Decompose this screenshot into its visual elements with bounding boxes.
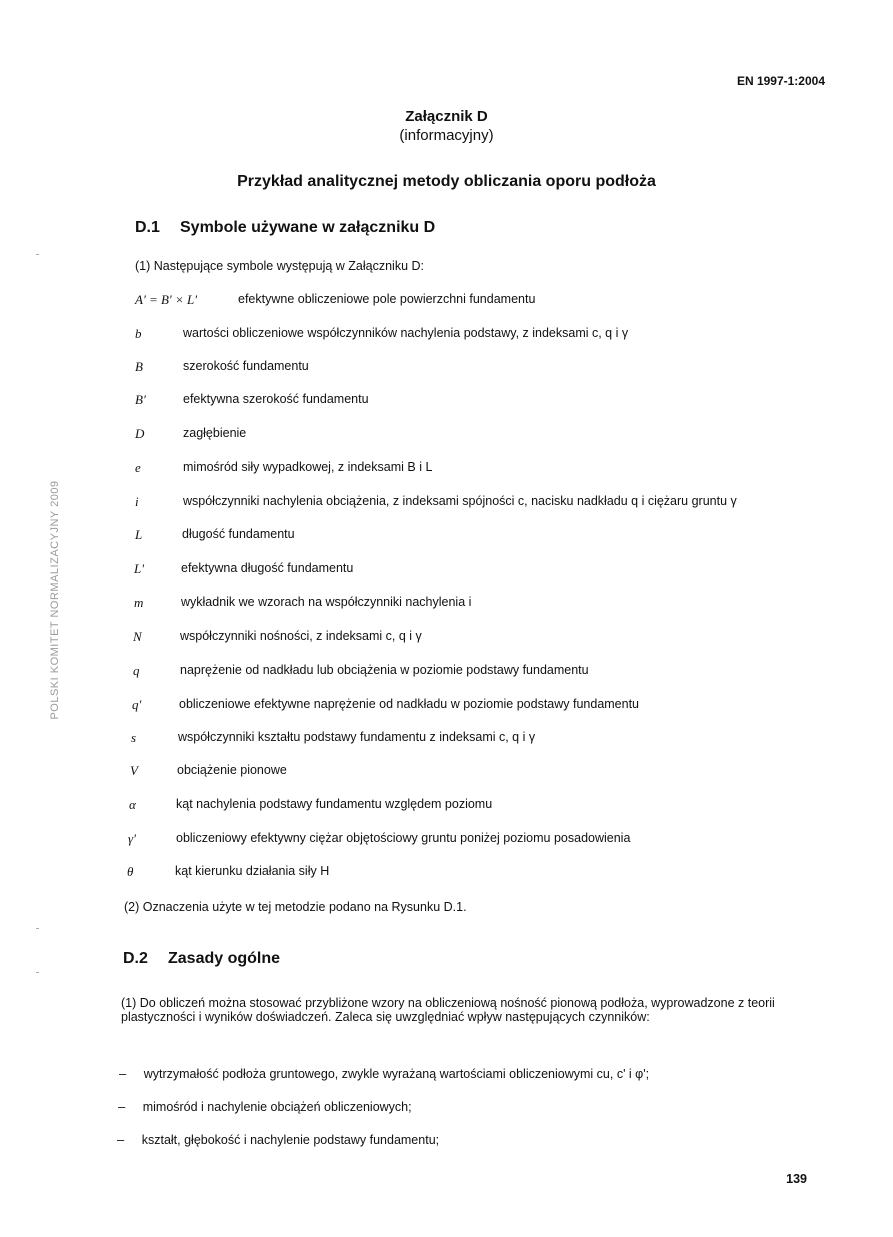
symbol-definition: mimośród siły wypadkowej, z indeksami B i L [183, 460, 433, 474]
symbol: L [135, 527, 143, 542]
symbol-row [134, 595, 834, 611]
symbol: q' [132, 697, 142, 712]
symbol: m [134, 595, 144, 610]
symbol: N [133, 629, 142, 644]
symbol-definition: wartości obliczeniowe współczynników nachylenia podstawy, z indeksami c, q i γ [183, 326, 629, 340]
list-item-text: wytrzymałość podłoża gruntowego, zwykle wyrażaną wartościami obliczeniowymi cu, c' i φ'; [143, 1067, 650, 1081]
list-item [118, 1099, 412, 1114]
main-title: Przykład analitycznej metody obliczania oporu podłoża [237, 173, 656, 190]
symbol-row [129, 797, 829, 813]
section-title: Symbole używane w załączniku D [180, 219, 436, 236]
margin-mark [36, 254, 39, 255]
symbol: D [135, 426, 145, 441]
symbol: V [130, 763, 138, 778]
dash-bullet: – [117, 1132, 125, 1147]
symbol-definition: obliczeniowe efektywne naprężenie od nadkładu w poziomie podstawy fundamentu [179, 697, 640, 711]
section-heading-d2 [123, 950, 280, 968]
symbol-definition: naprężenie od nadkładu lub obciążenia w poziomie podstawy fundamentu [180, 663, 589, 677]
symbol-definition: obliczeniowy efektywny ciężar objętościowy gruntu poniżej poziomu posadowienia [176, 831, 631, 845]
symbol-row [135, 494, 835, 510]
annex-title: Załącznik D [405, 108, 488, 125]
section-title: Zasady ogólne [168, 950, 281, 967]
symbol-row [133, 629, 833, 645]
symbol-definition: współczynniki kształtu podstawy fundamentu z indeksami c, q i γ [178, 730, 536, 744]
symbol-definition: wykładnik we wzorach na współczynniki nachylenia i [181, 595, 472, 609]
d2-intro: (1) Do obliczeń można stosować przybliżone wzory na obliczeniową nośność pionową podłoża, wyprowadzone z teorii plastyczności i wyników doświadczeń. Zaleca się uwzględniać wpływ następujących czynników: [121, 996, 775, 1024]
d1-note: (2) Oznaczenia użyte w tej metodzie podano na Rysunku D.1. [124, 900, 467, 914]
symbol: s [131, 730, 137, 745]
symbol-definition: efektywna szerokość fundamentu [183, 392, 369, 406]
symbol: B [135, 359, 143, 374]
d1-intro: (1) Następujące symbole występują w Załączniku D: [135, 259, 425, 273]
symbol-definition: współczynniki nośności, z indeksami c, q i γ [180, 629, 422, 643]
margin-mark [36, 972, 39, 973]
symbol-row [134, 561, 834, 577]
symbol-row [135, 392, 835, 408]
document-id: EN 1997-1:2004 [736, 74, 825, 88]
section-number: D.2 [123, 950, 148, 967]
symbol-row [128, 831, 828, 847]
list-item [119, 1066, 649, 1081]
list-item-text: kształt, głębokość i nachylenie podstawy fundamentu; [141, 1133, 440, 1147]
symbol-row [135, 426, 835, 442]
symbol-definition: kąt kierunku działania siły H [175, 864, 330, 878]
symbol-definition: kąt nachylenia podstawy fundamentu względem poziomu [176, 797, 493, 811]
dash-bullet: – [118, 1099, 126, 1114]
symbol-row [133, 663, 833, 679]
dash-bullet: – [119, 1066, 127, 1081]
margin-mark [36, 928, 39, 929]
symbol: q [133, 663, 140, 678]
symbol: A' = B' × L' [135, 292, 197, 307]
section-number: D.1 [135, 219, 160, 236]
symbol-row [135, 527, 835, 543]
list-item-text: mimośród i nachylenie obciążeń obliczeniowych; [142, 1100, 412, 1114]
symbol: i [135, 494, 139, 509]
symbol: α [129, 797, 136, 812]
page-number: 139 [786, 1172, 807, 1186]
symbol-definition: długość fundamentu [182, 527, 295, 541]
symbol: L' [134, 561, 145, 576]
symbol-row [135, 359, 835, 375]
symbol-definition: efektywna długość fundamentu [181, 561, 354, 575]
annex-subtitle: (informacyjny) [399, 127, 494, 144]
symbol: γ' [128, 831, 136, 846]
symbol-definition: efektywne obliczeniowe pole powierzchni fundamentu [238, 292, 536, 306]
symbol-definition: współczynniki nachylenia obciążenia, z indeksami spójności c, nacisku nadkładu q i ciężaru gruntu γ [183, 494, 737, 508]
symbol-row [135, 292, 835, 308]
section-heading-d1 [135, 219, 435, 237]
symbol-row [132, 697, 832, 713]
symbol: B' [135, 392, 146, 407]
symbol-row [135, 460, 835, 476]
symbol: e [135, 460, 141, 475]
symbol-definition: zagłębienie [183, 426, 247, 440]
symbol-definition: szerokość fundamentu [183, 359, 309, 373]
watermark: POLSKI KOMITET NORMALIZACYJNY 2009 [49, 480, 61, 720]
symbol-row [127, 864, 827, 880]
symbol-row [135, 326, 835, 342]
symbol-row [130, 763, 830, 779]
symbol: b [135, 326, 142, 341]
symbol-definition: obciążenie pionowe [177, 763, 287, 777]
symbol: θ [127, 864, 134, 879]
list-item [117, 1132, 439, 1147]
symbol-row [131, 730, 831, 746]
